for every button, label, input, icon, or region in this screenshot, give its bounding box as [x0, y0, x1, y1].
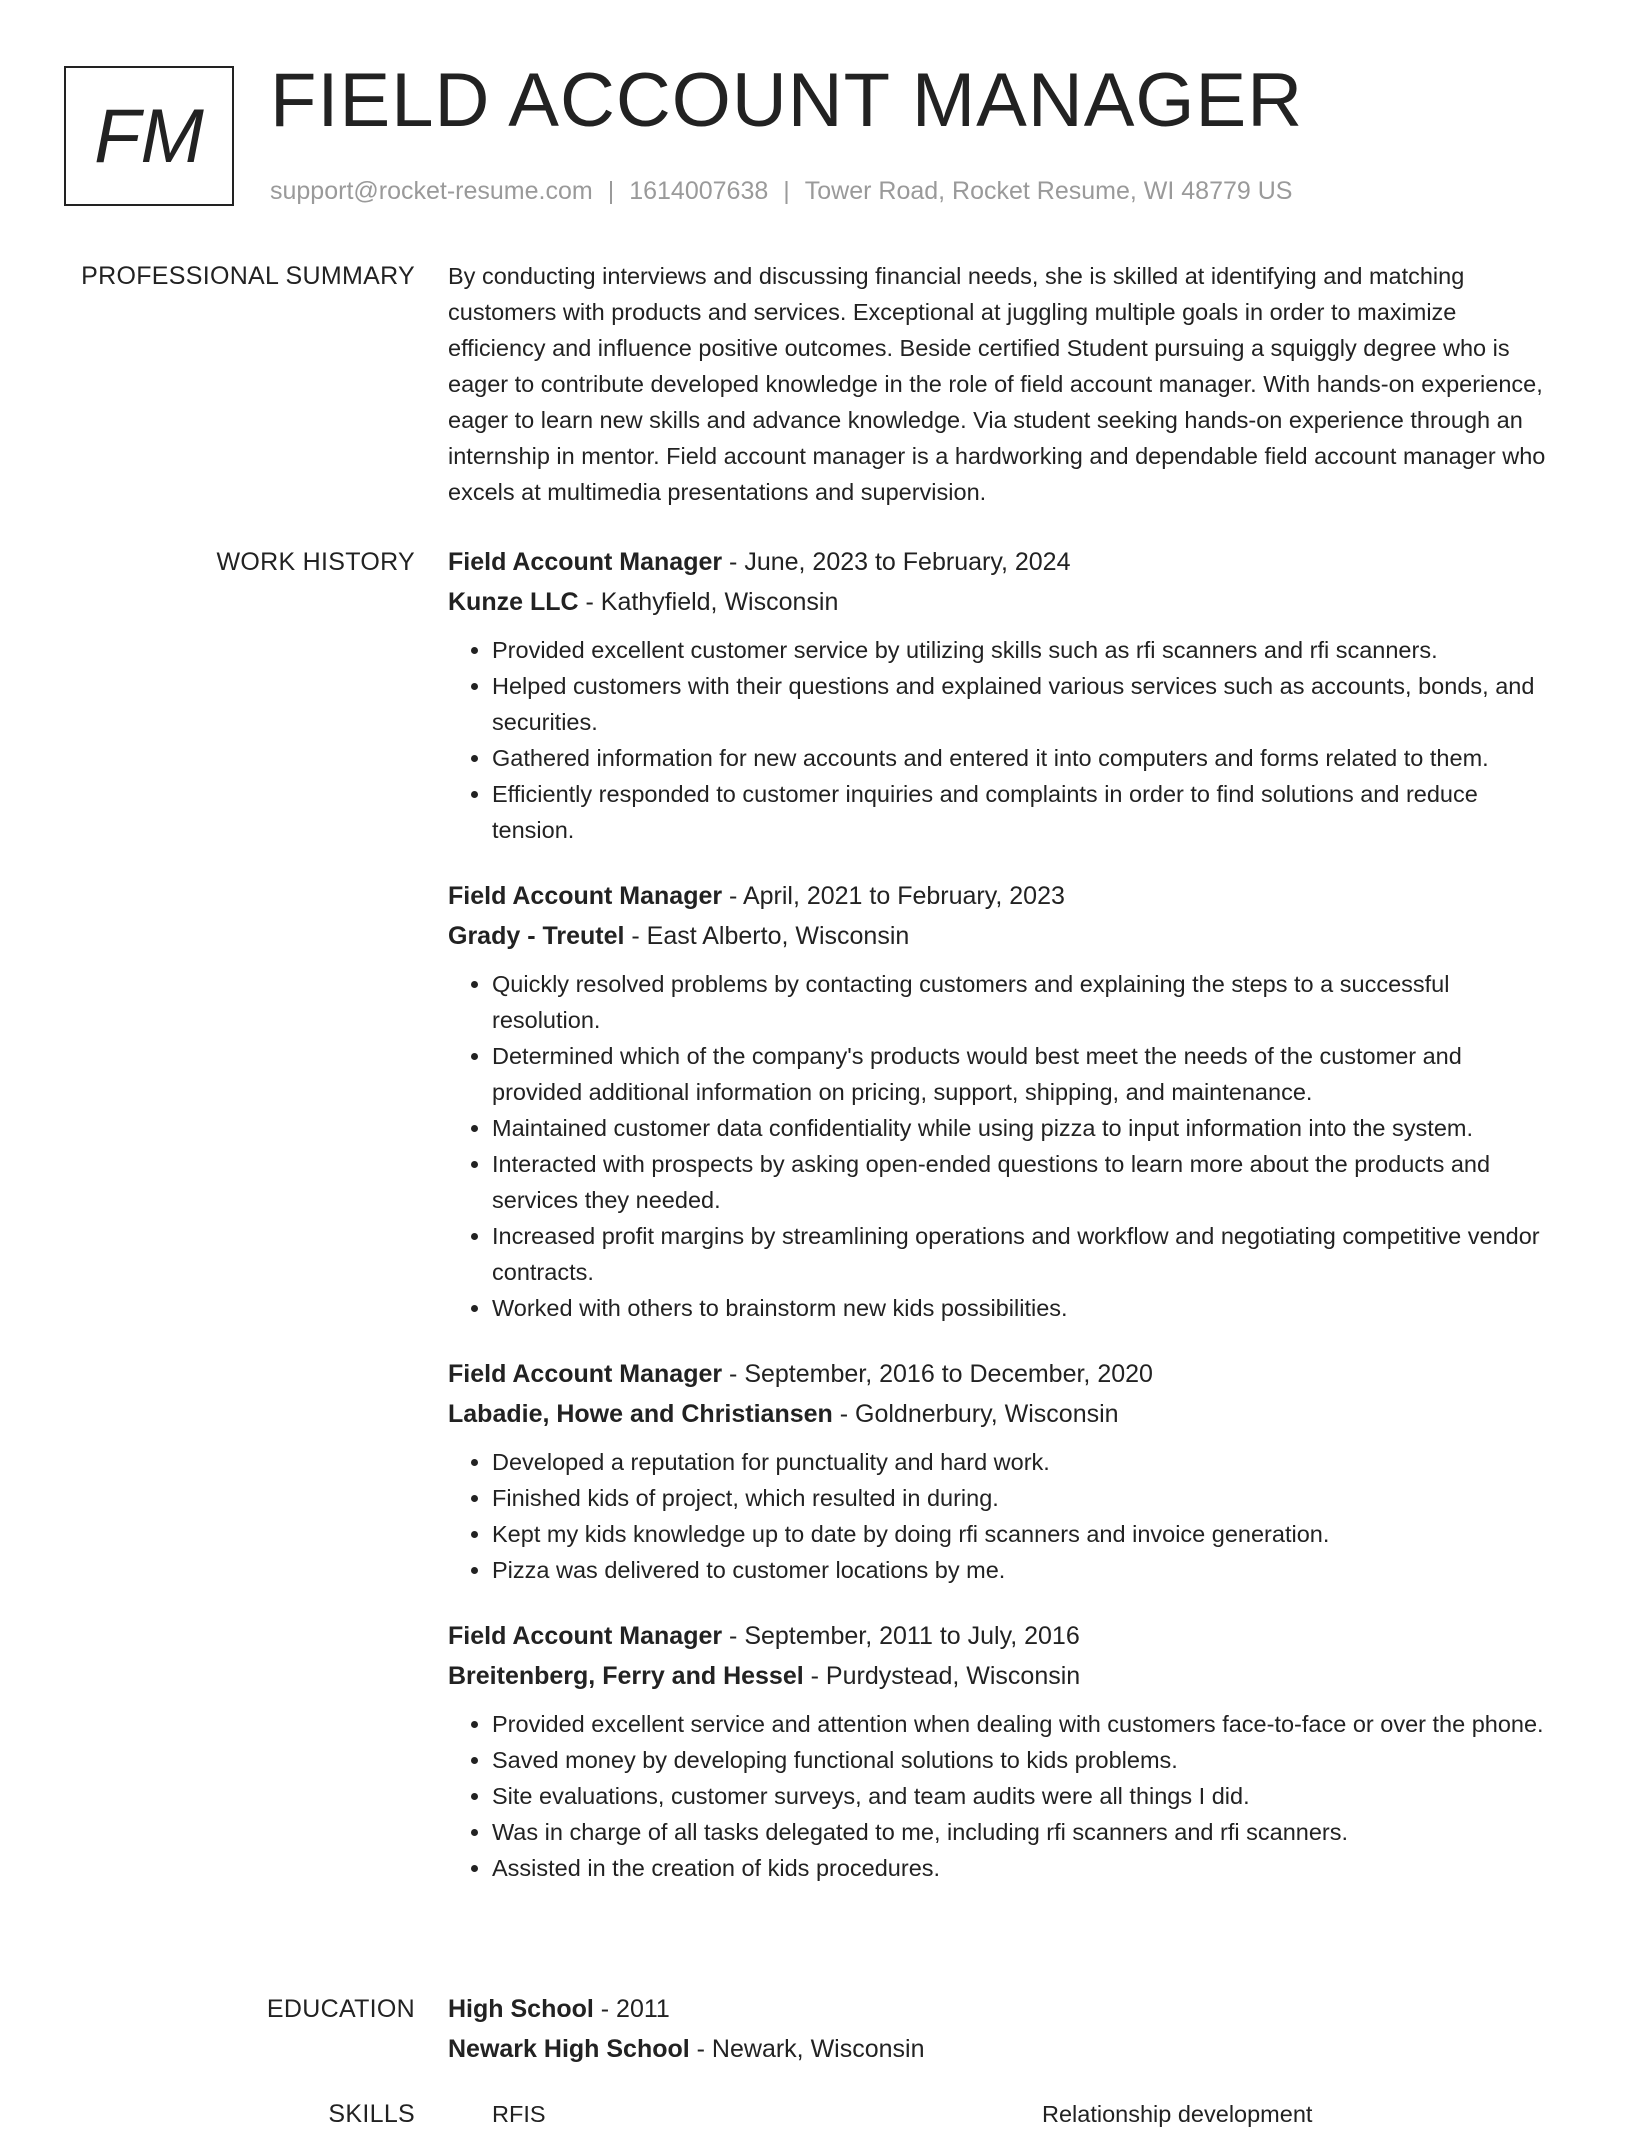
job-title: Field Account Manager	[448, 1360, 723, 1388]
skills-body	[448, 2096, 1558, 2136]
job-title-line	[448, 542, 1558, 582]
job-company: Kunze LLC	[448, 588, 579, 616]
job-location: - Goldnerbury, Wisconsin	[832, 1400, 1119, 1428]
section-label-summary: PROFESSIONAL SUMMARY	[81, 262, 415, 290]
education-degree: High School	[448, 1995, 594, 2023]
job-location: - Purdystead, Wisconsin	[803, 1662, 1081, 1690]
job-bullet: • Quickly resolved problems by contacting customers and explaining the steps to a successful resolution.	[492, 966, 1558, 1038]
job-location: - East Alberto, Wisconsin	[624, 922, 910, 950]
job-company: Labadie, Howe and Christiansen	[448, 1400, 833, 1428]
job-bullets	[448, 1706, 1558, 1886]
job-bullet: • Gathered information for new accounts and entered it into computers and forms related to them.	[492, 740, 1558, 776]
contact-address: Tower Road, Rocket Resume, WI 48779 US	[804, 177, 1293, 205]
job-bullet: • Pizza was delivered to customer locations by me.	[492, 1552, 1558, 1588]
job-company-line	[448, 582, 1558, 622]
job-location: - Kathyfield, Wisconsin	[578, 588, 839, 616]
section-label-work-history: WORK HISTORY	[216, 548, 415, 576]
work-history-body	[448, 542, 1558, 1914]
monogram-logo: FM	[64, 66, 234, 206]
job-company-line	[448, 1656, 1558, 1696]
summary-body	[448, 258, 1558, 510]
education-school-line	[448, 2029, 1558, 2069]
contact-phone[interactable]: 1614007638	[629, 177, 769, 205]
job-bullet: • Finished kids of project, which resulted in during.	[492, 1480, 1558, 1516]
job-dates: - April, 2021 to February, 2023	[722, 882, 1065, 910]
skill-item: RFIS	[492, 2101, 546, 2127]
contact-separator: |	[783, 177, 790, 205]
job-bullet: • Provided excellent service and attention when dealing with customers face-to-face or over the phone.	[492, 1706, 1558, 1742]
job-bullet: • Kept my kids knowledge up to date by doing rfi scanners and invoice generation.	[492, 1516, 1558, 1552]
job-entry	[448, 542, 1558, 848]
skill-item: Relationship development	[1042, 2101, 1313, 2127]
job-bullets	[448, 1444, 1558, 1588]
job-bullet: • Efficiently responded to customer inquiries and complaints in order to find solutions and reduce tension.	[492, 776, 1558, 848]
education-location: - Newark, Wisconsin	[689, 2035, 925, 2063]
job-title: Field Account Manager	[448, 1622, 723, 1650]
job-bullets	[448, 632, 1558, 848]
job-bullet: • Site evaluations, customer surveys, and team audits were all things I did.	[492, 1778, 1558, 1814]
education-school: Newark High School	[448, 2035, 690, 2063]
job-bullet: • Worked with others to brainstorm new kids possibilities.	[492, 1290, 1558, 1326]
job-entry	[448, 1616, 1558, 1886]
education-year: - 2011	[593, 1995, 670, 2023]
job-dates: - September, 2016 to December, 2020	[722, 1360, 1153, 1388]
job-bullet: • Provided excellent customer service by utilizing skills such as rfi scanners and rfi scanners.	[492, 632, 1558, 668]
job-company-line	[448, 1394, 1558, 1434]
job-title-line	[448, 1354, 1558, 1394]
contact-line	[270, 176, 1292, 206]
job-entry	[448, 1354, 1558, 1588]
job-bullets	[448, 966, 1558, 1326]
job-company: Breitenberg, Ferry and Hessel	[448, 1662, 804, 1690]
section-label-education: EDUCATION	[266, 1995, 415, 2023]
contact-email[interactable]: support@rocket-resume.com	[270, 177, 593, 205]
section-label-skills: SKILLS	[328, 2100, 415, 2128]
job-bullet: • Interacted with prospects by asking open-ended questions to learn more about the products and services they needed.	[492, 1146, 1558, 1218]
job-bullet: • Helped customers with their questions and explained various services such as accounts, bonds, and securities.	[492, 668, 1558, 740]
education-degree-line	[448, 1989, 1558, 2029]
job-company: Grady - Treutel	[448, 922, 625, 950]
job-company-line	[448, 916, 1558, 956]
job-title-line	[448, 1616, 1558, 1656]
job-bullet: • Assisted in the creation of kids procedures.	[492, 1850, 1558, 1886]
job-title: Field Account Manager	[448, 548, 723, 576]
job-bullet: • Increased profit margins by streamlining operations and workflow and negotiating competitive vendor contracts.	[492, 1218, 1558, 1290]
contact-separator: |	[607, 177, 615, 205]
job-dates: - June, 2023 to February, 2024	[722, 548, 1071, 576]
job-title: Field Account Manager	[448, 882, 723, 910]
job-bullet: • Maintained customer data confidentiality while using pizza to input information into the system.	[492, 1110, 1558, 1146]
skills-row	[448, 2096, 1558, 2136]
summary-text: By conducting interviews and discussing financial needs, she is skilled at identifying and matching customers with products and services. Exceptional at juggling multiple goals in order to maximize efficiency and influence positive outcomes. Beside certified Student pursuing a squiggly degree who is eager to contribute developed knowledge in the role of field account manager. With hands-on experience, eager to learn new skills and advance knowledge. Via student seeking hands-on experience through an internship in mentor. Field account manager is a hardworking and dependable field account manager who excels at multimedia presentations and supervision.	[448, 263, 1546, 505]
page-title: FIELD ACCOUNT MANAGER	[270, 58, 1304, 143]
job-entry	[448, 876, 1558, 1326]
job-bullet: • Determined which of the company's products would best meet the needs of the customer and provided additional information on pricing, support, shipping, and maintenance.	[492, 1038, 1558, 1110]
job-bullet: • Was in charge of all tasks delegated to me, including rfi scanners and rfi scanners.	[492, 1814, 1558, 1850]
education-body	[448, 1989, 1558, 2069]
job-dates: - September, 2011 to July, 2016	[722, 1622, 1080, 1650]
job-title-line	[448, 876, 1558, 916]
job-bullet: • Developed a reputation for punctuality and hard work.	[492, 1444, 1558, 1480]
job-bullet: • Saved money by developing functional solutions to kids problems.	[492, 1742, 1558, 1778]
